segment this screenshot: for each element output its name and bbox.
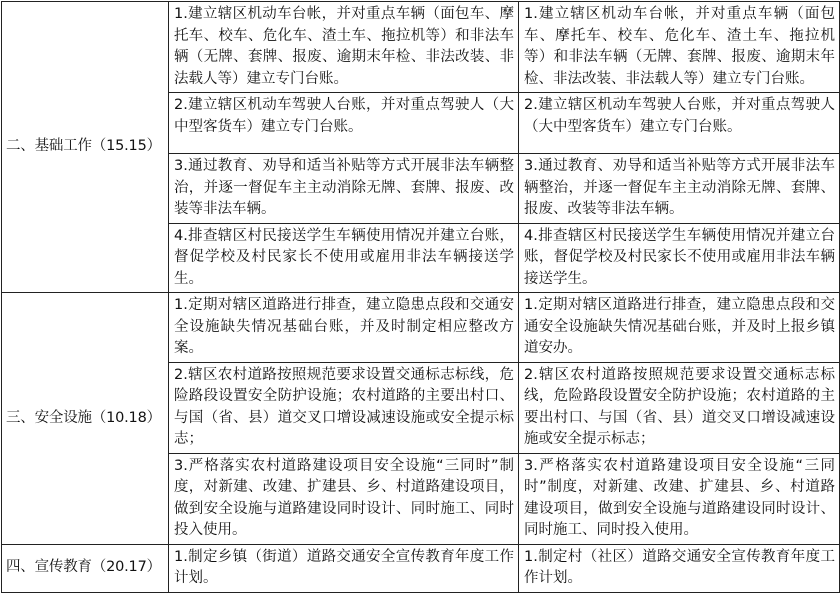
left-item-cell: 2.建立辖区机动车驾驶人台账，并对重点驾驶人（大中型客货车）建立专门台账。 [169, 93, 519, 154]
right-item-cell: 1.定期对辖区道路进行排查，建立隐患点段和交通安全设施缺失情况基础台账，并及时上报乡镇道安办。 [519, 293, 840, 363]
right-item-cell: 1.建立辖区机动车台帐，并对重点车辆（面包车、摩托车、校车、危化车、渣土车、拖拉机等）和非法车辆（无牌、套牌、报废、逾期末年检、非法改装、非法载人等）建立专门台账。 [519, 2, 840, 93]
category-cell: 二、基础工作（15.15） [2, 2, 169, 293]
left-item-cell: 1.制定乡镇（街道）道路交通安全宣传教育年度工作计划。 [169, 544, 519, 592]
left-item-cell: 3.通过教育、劝导和适当补贴等方式开展非法车辆整治，并逐一督促车主主动消除无牌、套牌、报废、改装等非法车辆。 [169, 154, 519, 224]
left-item-cell: 4.排查辖区村民接送学生车辆使用情况并建立台账，督促学校及村民家长不使用或雇用非法车辆接送学生。 [169, 223, 519, 293]
left-item-cell: 3.严格落实农村道路建设项目安全设施“三同时”制度，对新建、改建、扩建县、乡、村道路建设项目，做到安全设施与道路建设同时设计、同时施工、同时投入使用。 [169, 453, 519, 544]
table-row [2, 2, 840, 93]
left-item-cell: 2.辖区农村道路按照规范要求设置交通标志标线，危险路段设置安全防护设施；农村道路的主要出村口、与国（省、县）道交叉口增设减速设施或安全提示标志； [169, 362, 519, 453]
right-item-cell: 3.通过教育、劝导和适当补贴等方式开展非法车辆整治，并逐一督促车主主动消除无牌、套牌、报废、改装等非法车辆。 [519, 154, 840, 224]
left-item-cell: 1.定期对辖区道路进行排查，建立隐患点段和交通安全设施缺失情况基础台账，并及时制定相应整改方案。 [169, 293, 519, 363]
category-cell: 三、安全设施（10.18） [2, 293, 169, 545]
category-cell: 四、宣传教育（20.17） [2, 544, 169, 592]
left-item-cell: 1.建立辖区机动车台帐，并对重点车辆（面包车、摩托车、校车、危化车、渣土车、拖拉机等）和非法车辆（无牌、套牌、报废、逾期末年检、非法改装、非法载人等）建立专门台账。 [169, 2, 519, 93]
table-row [2, 293, 840, 363]
right-item-cell: 1.制定村（社区）道路交通安全宣传教育年度工作计划。 [519, 544, 840, 592]
right-item-cell: 4.排查辖区村民接送学生车辆使用情况并建立台账，督促学校及村民家长不使用或雇用非法车辆接送学生。 [519, 223, 840, 293]
table-row [2, 544, 840, 592]
right-item-cell: 2.辖区农村道路按照规范要求设置交通标志标线，危险路段设置安全防护设施；农村道路的主要出村口、与国（省、县）道交叉口增设减速设施或安全提示标志； [519, 362, 840, 453]
right-item-cell: 3.严格落实农村道路建设项目安全设施“三同时”制度，对新建、改建、扩建县、乡、村道路建设项目，做到安全设施与道路建设同时设计、同时施工、同时投入使用。 [519, 453, 840, 544]
right-item-cell: 2.建立辖区机动车驾驶人台账，并对重点驾驶人（大中型客货车）建立专门台账。 [519, 93, 840, 154]
document-table [1, 1, 840, 593]
